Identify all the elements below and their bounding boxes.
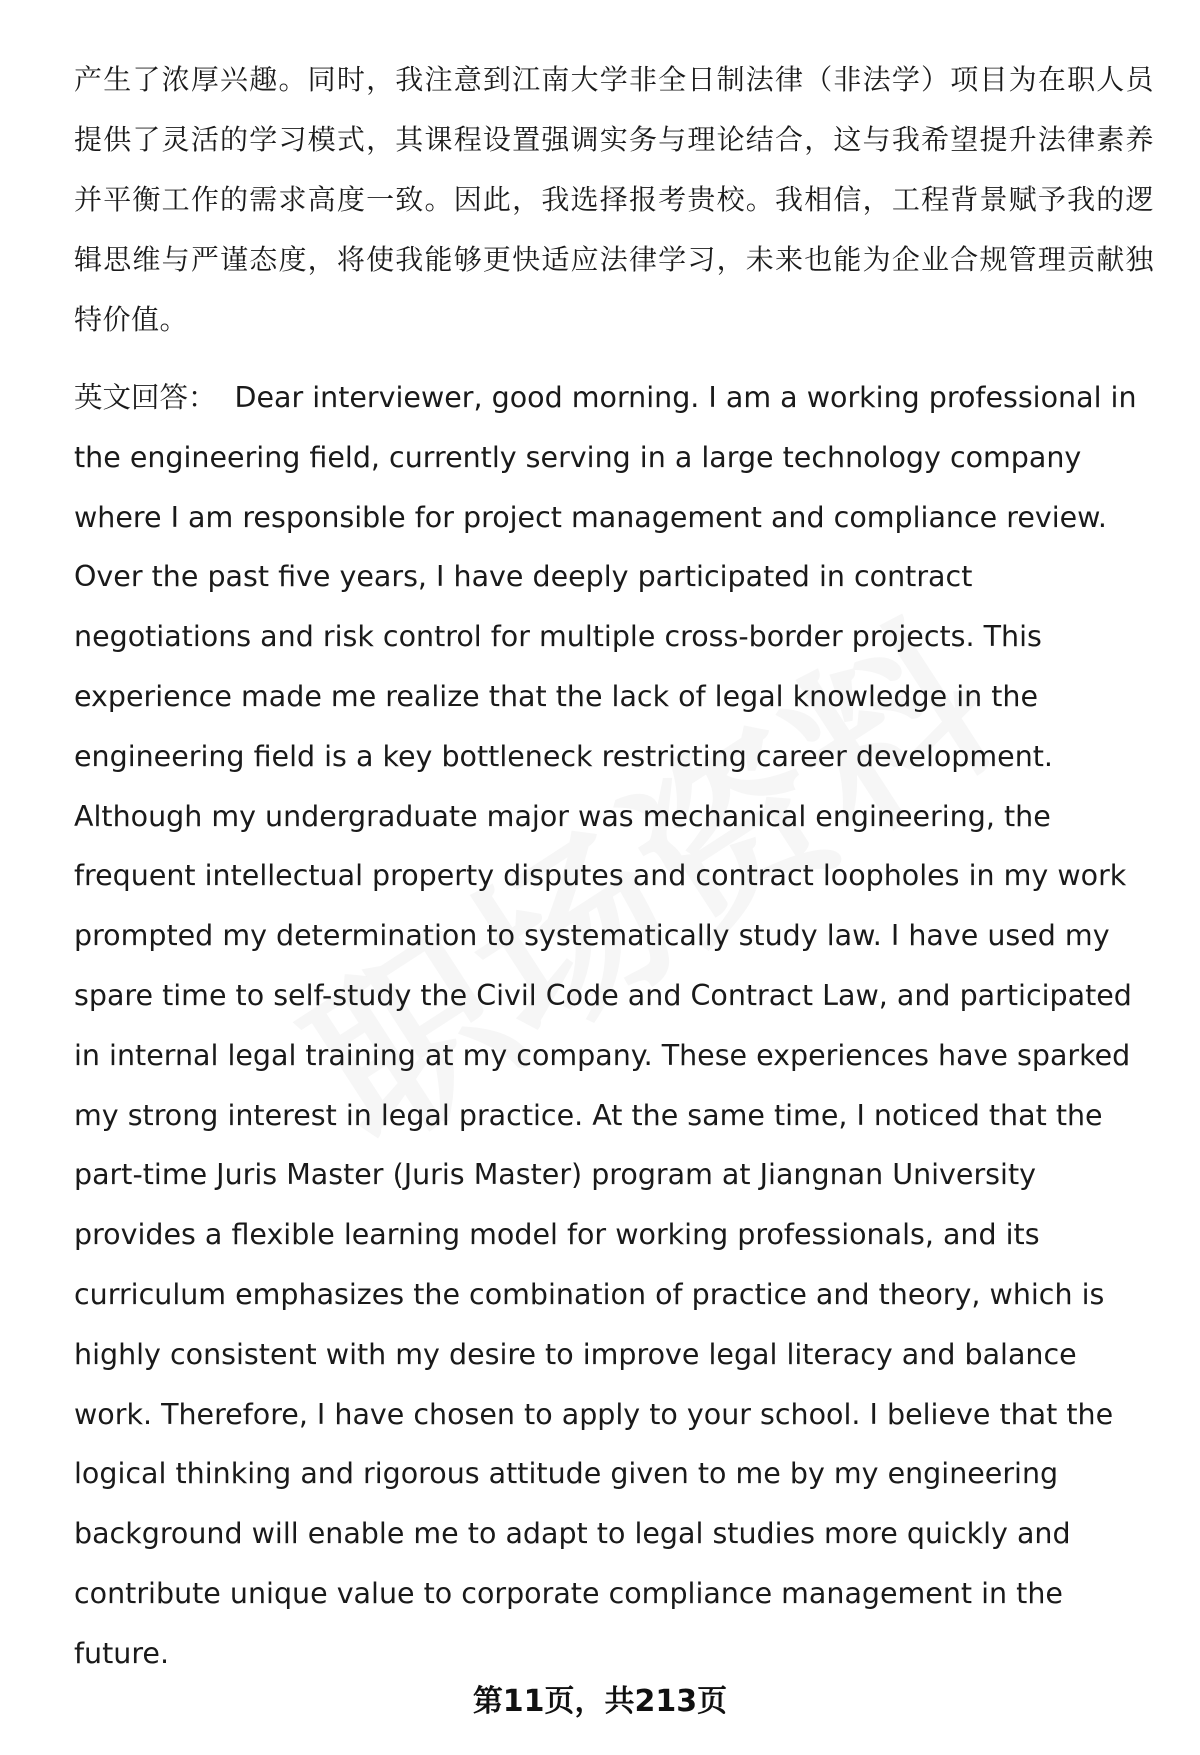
page-number: 第11页，共213页	[472, 1684, 728, 1719]
chinese-answer-paragraph: 产生了浓厚兴趣。同时，我注意到江南大学非全日制法律（非法学）项目为在职人员提供了灵活的学习模式，其课程设置强调实务与理论结合，这与我希望提升法律素养并平衡工作的需求高度一致。因此，我选择报考贵校。我相信，工程背景赋予我的逻辑思维与严谨态度，将使我能够更快适应法律学习，未来也能为企业合规管理贡献独特价值。	[74, 63, 1154, 336]
english-answer-label: 英文回答：	[74, 381, 217, 414]
document-body	[74, 50, 1154, 1684]
english-answer-text: Dear interviewer, good morning. I am a working professional in the engineering field, currently serving in a large technology company where I am responsible for project management and compliance review. Over the past five years, I have deeply participated in contract negotiations and risk control for multiple cross-border projects. This experience made me realize that the lack of legal knowledge in the engineering field is a key bottleneck restricting career development. Although my undergraduate major was mechanical engineering, the frequent intellectual property disputes and contract loopholes in my work prompted my determination to systematically study law. I have used my spare time to self-study the Civil Code and Contract Law, and participated in internal legal training at my company. These experiences have sparked my strong interest in legal practice. At the same time, I noticed that the part-time Juris Master (Juris Master) program at Jiangnan University provides a flexible learning model for working professionals, and its curriculum emphasizes the combination of practice and theory, which is highly consistent with my desire to improve legal literacy and balance work. Therefore, I have chosen to apply to your school. I believe that the logical thinking and rigorous attitude given to me by my engineering background will enable me to adapt to legal studies more quickly and contribute unique value to corporate compliance management in the future.	[74, 381, 1137, 1670]
english-answer-paragraph	[74, 368, 1154, 1684]
